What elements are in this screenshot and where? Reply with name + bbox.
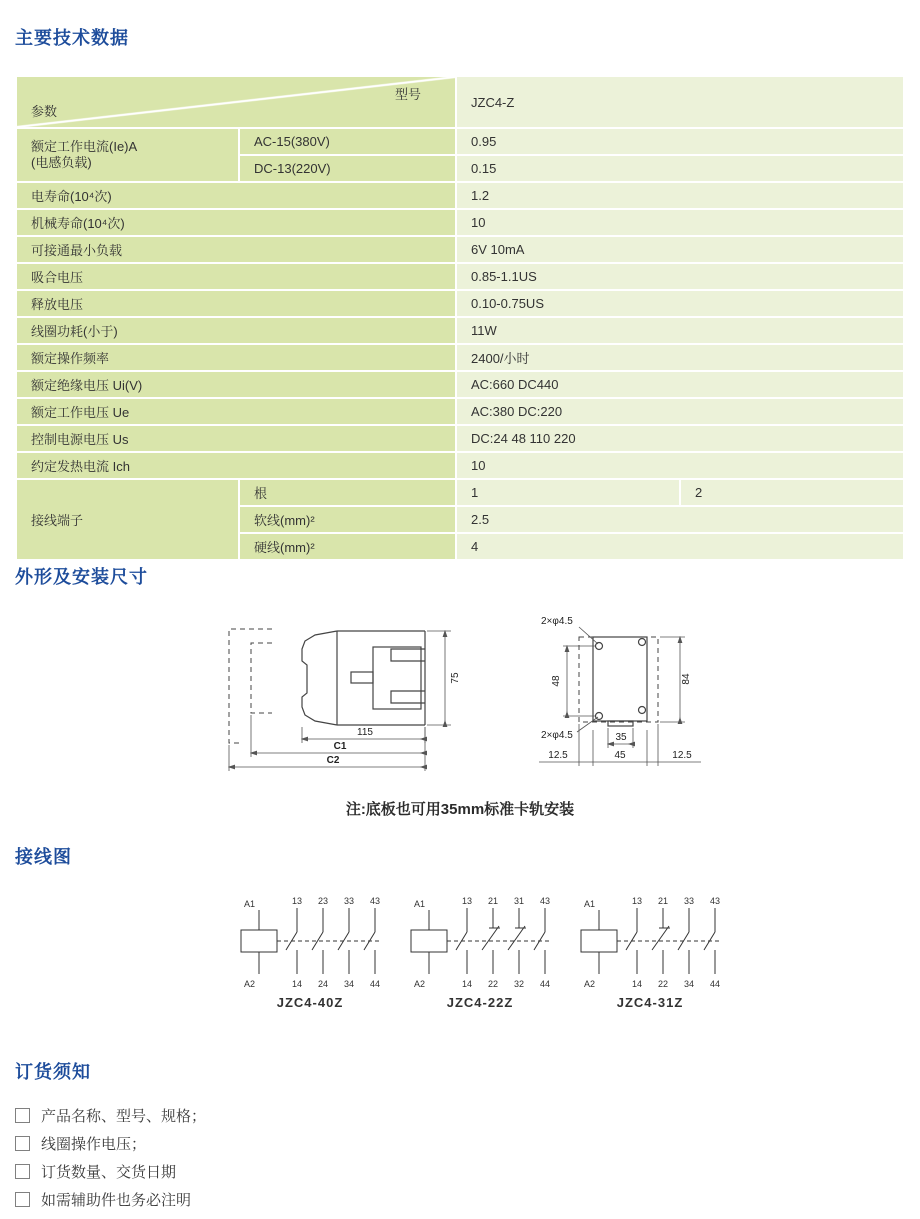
- value-cell: 1: [457, 480, 679, 505]
- value-cell: 2: [681, 480, 903, 505]
- svg-text:A1: A1: [413, 899, 425, 909]
- order-item-label: 订货数量、交货日期: [41, 1164, 177, 1181]
- checkbox[interactable]: [15, 1164, 30, 1179]
- svg-text:22: 22: [487, 979, 499, 989]
- checkbox[interactable]: [15, 1108, 30, 1123]
- svg-text:21: 21: [657, 896, 669, 906]
- wiring-diagram-jzc4-40z: [235, 890, 385, 995]
- svg-text:13: 13: [631, 896, 643, 906]
- wiring-diagram-jzc4-22z: [405, 890, 555, 995]
- svg-text:43: 43: [539, 896, 551, 906]
- svg-text:33: 33: [683, 896, 695, 906]
- wiring-caption: JZC4-31Z: [616, 995, 684, 1010]
- svg-text:33: 33: [343, 896, 355, 906]
- dim-margin-left: 12.5: [548, 750, 568, 761]
- svg-text:A2: A2: [583, 979, 595, 989]
- svg-text:21: 21: [487, 896, 499, 906]
- svg-text:13: 13: [291, 896, 303, 906]
- table-corner-cell: [17, 77, 455, 127]
- value-cell: DC:24 48 110 220: [457, 426, 903, 451]
- svg-text:43: 43: [709, 896, 721, 906]
- holes-label-top: 2×φ4.5: [541, 616, 573, 627]
- value-cell: 10: [457, 453, 903, 478]
- param-cell: 约定发热电流 Ich: [17, 453, 455, 478]
- order-item-label: 产品名称、型号、规格；: [41, 1108, 207, 1125]
- svg-text:14: 14: [291, 979, 303, 989]
- svg-text:14: 14: [461, 979, 473, 989]
- tech-section-title: 主要技术数据: [15, 28, 129, 48]
- order-item-label: 如需辅助件也务必注明: [41, 1192, 192, 1209]
- value-cell: 0.85-1.1US: [457, 264, 903, 289]
- holes-label-bottom: 2×φ4.5: [541, 730, 573, 741]
- param-cell: 额定绝缘电压 Ui(V): [17, 372, 455, 397]
- value-cell: 2.5: [457, 507, 903, 532]
- model-header-cell: JZC4-Z: [457, 77, 903, 127]
- param-cell: 释放电压: [17, 291, 455, 316]
- order-item: [15, 1133, 206, 1154]
- value-cell: AC:380 DC:220: [457, 399, 903, 424]
- mounting-dimensions-drawing: [515, 600, 715, 785]
- subparam-cell: 软线(mm)²: [240, 507, 455, 532]
- tech-data-table: [15, 75, 905, 561]
- value-cell: 6V 10mA: [457, 237, 903, 262]
- wiring-caption: JZC4-40Z: [276, 995, 344, 1010]
- value-cell: 0.95: [457, 129, 903, 154]
- param-cell: 吸合电压: [17, 264, 455, 289]
- dim-width-c1: C1: [333, 741, 347, 752]
- value-cell: 0.15: [457, 156, 903, 181]
- mounting-note: 注:底板也可用35mm标准卡轨安装: [345, 801, 575, 818]
- value-cell: 11W: [457, 318, 903, 343]
- svg-text:24: 24: [317, 979, 329, 989]
- dim-width-115: 115: [357, 727, 373, 738]
- svg-text:A2: A2: [413, 979, 425, 989]
- outline-side-view-drawing: [215, 603, 480, 778]
- param-cell: 机械寿命(10⁴次): [17, 210, 455, 235]
- dim-height-75: 75: [450, 672, 461, 684]
- order-item: [15, 1189, 206, 1210]
- param-cell: 额定工作电流(Ie)A (电感负载): [17, 129, 238, 181]
- param-cell: 额定操作频率: [17, 345, 455, 370]
- order-item: [15, 1105, 206, 1126]
- wiring-caption: JZC4-22Z: [446, 995, 514, 1010]
- corner-model-label: 型号: [394, 87, 421, 102]
- order-item: [15, 1161, 206, 1182]
- subparam-cell: 根: [240, 480, 455, 505]
- value-cell: 1.2: [457, 183, 903, 208]
- checkbox[interactable]: [15, 1192, 30, 1207]
- svg-text:43: 43: [369, 896, 381, 906]
- svg-text:A2: A2: [243, 979, 255, 989]
- dim-tab-35: 35: [615, 732, 627, 743]
- order-checklist: [15, 1105, 206, 1217]
- value-cell: 10: [457, 210, 903, 235]
- dim-margin-right: 12.5: [672, 750, 692, 761]
- param-cell: 额定工作电压 Ue: [17, 399, 455, 424]
- value-cell: 0.10-0.75US: [457, 291, 903, 316]
- svg-text:32: 32: [513, 979, 525, 989]
- value-cell: AC:660 DC440: [457, 372, 903, 397]
- corner-param-label: 参数: [31, 104, 58, 119]
- svg-text:34: 34: [343, 979, 355, 989]
- svg-text:13: 13: [461, 896, 473, 906]
- wiring-diagram-jzc4-31z: [575, 890, 725, 995]
- subparam-cell: 硬线(mm)²: [240, 534, 455, 559]
- svg-text:22: 22: [657, 979, 669, 989]
- svg-text:14: 14: [631, 979, 643, 989]
- svg-text:44: 44: [369, 979, 381, 989]
- svg-text:44: 44: [539, 979, 551, 989]
- order-item-label: 线圈操作电压；: [41, 1136, 147, 1153]
- dim-width-45: 45: [614, 750, 626, 761]
- svg-text:34: 34: [683, 979, 695, 989]
- param-cell: 控制电源电压 Us: [17, 426, 455, 451]
- param-cell: 电寿命(10⁴次): [17, 183, 455, 208]
- param-cell: 接线端子: [17, 480, 238, 559]
- svg-text:A1: A1: [583, 899, 595, 909]
- value-cell: 4: [457, 534, 903, 559]
- dim-height-84: 84: [681, 673, 692, 685]
- value-cell: 2400/小时: [457, 345, 903, 370]
- dim-width-c2: C2: [326, 755, 340, 766]
- wiring-section-title: 接线图: [15, 847, 72, 867]
- svg-text:23: 23: [317, 896, 329, 906]
- dim-height-48: 48: [551, 675, 562, 687]
- order-section-title: 订货须知: [15, 1062, 91, 1082]
- param-cell: 线圈功耗(小于): [17, 318, 455, 343]
- param-cell: 可接通最小负载: [17, 237, 455, 262]
- checkbox[interactable]: [15, 1136, 30, 1151]
- svg-text:44: 44: [709, 979, 721, 989]
- subparam-cell: AC-15(380V): [240, 129, 455, 154]
- svg-text:31: 31: [513, 896, 525, 906]
- subparam-cell: DC-13(220V): [240, 156, 455, 181]
- svg-text:A1: A1: [243, 899, 255, 909]
- dims-section-title: 外形及安装尺寸: [15, 567, 148, 587]
